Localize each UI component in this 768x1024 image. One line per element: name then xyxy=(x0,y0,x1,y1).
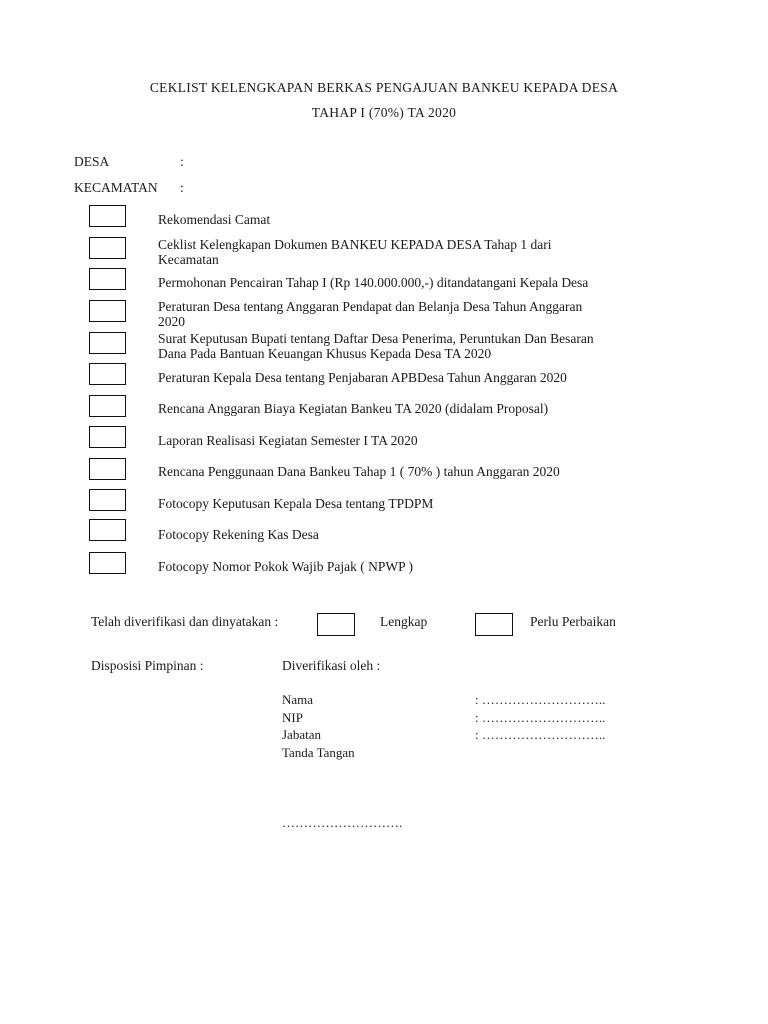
checkbox-item-3[interactable] xyxy=(89,268,126,290)
checklist-item-11 xyxy=(158,527,658,542)
checklist-item-line: Ceklist Kelengkapan Dokumen BANKEU KEPADA DESA Tahap 1 dari xyxy=(158,237,552,252)
checklist-item-1 xyxy=(158,212,658,227)
checkbox-item-2[interactable] xyxy=(89,237,126,259)
checklist-item-line: Laporan Realisasi Kegiatan Semester I TA 2020 xyxy=(158,433,418,448)
nama-value: : ……………………….. xyxy=(475,692,606,707)
signature-line: ………………………. xyxy=(282,815,403,830)
checklist-item-line: Rekomendasi Camat xyxy=(158,212,271,227)
verification-statement: Telah diverifikasi dan dinyatakan : xyxy=(91,614,279,629)
desa-label: DESA xyxy=(74,154,110,169)
checkbox-item-1[interactable] xyxy=(89,205,126,227)
checkbox-item-10[interactable] xyxy=(89,489,126,511)
checkbox-item-7[interactable] xyxy=(89,395,126,417)
checklist-item-line: Rencana Anggaran Biaya Kegiatan Bankeu TA 2020 (didalam Proposal) xyxy=(158,401,549,416)
checklist-item-line: Permohonan Pencairan Tahap I (Rp 140.000.000,-) ditandatangani Kepala Desa xyxy=(158,275,589,290)
checklist-item-5 xyxy=(158,331,658,361)
checkbox-item-5[interactable] xyxy=(89,332,126,354)
checklist-item-8 xyxy=(158,433,658,448)
tanda-tangan-label: Tanda Tangan xyxy=(282,745,355,760)
diverifikasi-oleh-label: Diverifikasi oleh : xyxy=(282,658,381,673)
checklist-item-line: Fotocopy Keputusan Kepala Desa tentang TPDPM xyxy=(158,496,434,511)
document-subtitle: TAHAP I (70%) TA 2020 xyxy=(311,105,457,120)
checklist-item-line: Peraturan Desa tentang Anggaran Pendapat dan Belanja Desa Tahun Anggaran xyxy=(158,299,583,314)
lengkap-label: Lengkap xyxy=(380,614,428,629)
perlu-perbaikan-label: Perlu Perbaikan xyxy=(530,614,616,629)
nip-value: : ……………………….. xyxy=(475,710,606,725)
desa-colon: : xyxy=(180,154,184,169)
kecamatan-colon: : xyxy=(180,180,184,195)
checkbox-item-11[interactable] xyxy=(89,519,126,541)
checklist-item-line: Peraturan Kepala Desa tentang Penjabaran APBDesa Tahun Anggaran 2020 xyxy=(158,370,567,385)
checklist-item-line: 2020 xyxy=(158,314,185,329)
checklist-item-9 xyxy=(158,464,658,479)
checklist-item-12 xyxy=(158,559,658,574)
jabatan-value: : ……………………….. xyxy=(475,727,606,742)
checklist-item-line: Kecamatan xyxy=(158,252,219,267)
checklist-item-line: Fotocopy Rekening Kas Desa xyxy=(158,527,319,542)
checkbox-item-6[interactable] xyxy=(89,363,126,385)
checklist-item-10 xyxy=(158,496,658,511)
kecamatan-label: KECAMATAN xyxy=(74,180,158,195)
checkbox-lengkap[interactable] xyxy=(317,613,355,636)
checkbox-perlu-perbaikan[interactable] xyxy=(475,613,513,636)
checkbox-item-4[interactable] xyxy=(89,300,126,322)
checkbox-item-9[interactable] xyxy=(89,458,126,480)
checklist-item-2 xyxy=(158,237,658,267)
jabatan-label: Jabatan xyxy=(282,727,321,742)
checklist-item-4 xyxy=(158,299,658,329)
checklist-item-line: Surat Keputusan Bupati tentang Daftar Desa Penerima, Peruntukan Dan Besaran xyxy=(158,331,594,346)
checklist-item-line: Rencana Penggunaan Dana Bankeu Tahap 1 ( 70% ) tahun Anggaran 2020 xyxy=(158,464,560,479)
checklist-item-6 xyxy=(158,370,658,385)
document-title: CEKLIST KELENGKAPAN BERKAS PENGAJUAN BANKEU KEPADA DESA xyxy=(149,80,619,95)
checklist-item-line: Fotocopy Nomor Pokok Wajib Pajak ( NPWP ) xyxy=(158,559,414,574)
nip-label: NIP xyxy=(282,710,303,725)
disposisi-pimpinan-label: Disposisi Pimpinan : xyxy=(91,658,204,673)
checklist-item-7 xyxy=(158,401,658,416)
checkbox-item-8[interactable] xyxy=(89,426,126,448)
checklist-item-line: Dana Pada Bantuan Keuangan Khusus Kepada Desa TA 2020 xyxy=(158,346,492,361)
nama-label: Nama xyxy=(282,692,314,707)
checkbox-item-12[interactable] xyxy=(89,552,126,574)
checklist-item-3 xyxy=(158,275,658,290)
